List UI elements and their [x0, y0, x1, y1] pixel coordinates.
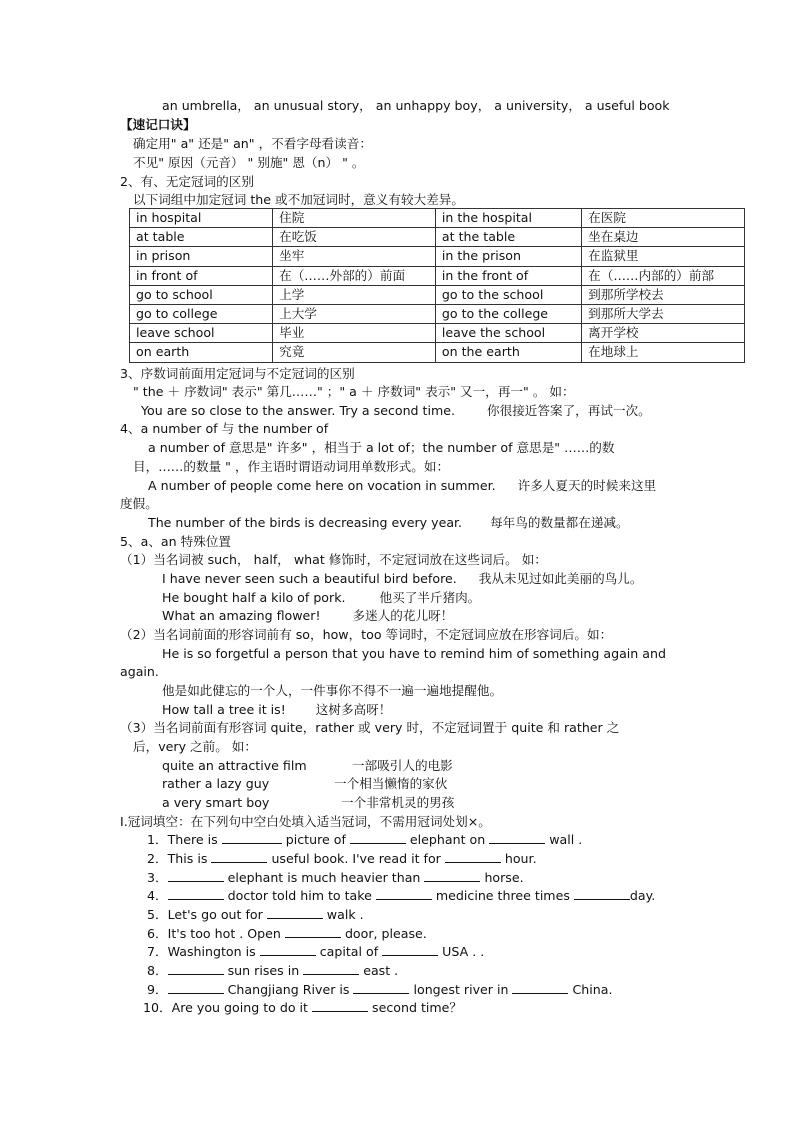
table-row [130, 209, 745, 228]
item-text: walk . [326, 907, 364, 922]
answer-blank[interactable] [574, 887, 630, 900]
exercise-item-6 [147, 925, 427, 944]
example-english: He bought half a kilo of pork. [162, 590, 346, 605]
table-cell: 到那所学校去 [582, 285, 745, 304]
mnemonic-line-2: 不见" 原因（元音） " 别施" 恩（n） " 。 [133, 155, 365, 170]
table-cell: 上大学 [273, 304, 436, 323]
table-cell: 坐牢 [273, 247, 436, 266]
table-row [130, 228, 745, 247]
example-chinese: 许多人夏天的时候来这里 [517, 478, 657, 493]
table-cell: 在地球上 [582, 343, 745, 362]
section-3-heading: 3、序数词前面用定冠词与不定冠词的区别 [120, 366, 355, 381]
item-number: 5． [147, 907, 168, 922]
exercise-item-3 [147, 869, 524, 888]
table-cell: in hospital [130, 209, 273, 228]
intro-examples: an umbrella， an unusual story， an unhappy boy， a university， a useful book [162, 98, 670, 113]
section-4-rule-line-1: a number of 意思是" 许多" ，相当于 a lot of；the number of 意思是" ……的数 [148, 440, 615, 455]
table-cell: 究竟 [273, 343, 436, 362]
example-english: What an amazing flower! [162, 608, 321, 623]
item-number: 10． [143, 1000, 172, 1015]
section-5-point-1-example-1 [162, 570, 642, 589]
item-text: picture of [285, 832, 350, 847]
table-cell: on earth [130, 343, 273, 362]
answer-blank[interactable] [285, 925, 341, 938]
table-cell: 在吃饭 [273, 228, 436, 247]
section-5-point-2-example-2 [162, 701, 391, 720]
table-cell: leave school [130, 324, 273, 343]
answer-blank[interactable] [211, 850, 267, 863]
section-3-example [141, 402, 651, 421]
answer-blank[interactable] [445, 850, 501, 863]
table-cell: 在监狱里 [582, 247, 745, 266]
item-text: elephant on [409, 832, 490, 847]
example-chinese: 一个相当懒惰的家伙 [334, 776, 448, 791]
section-2-heading: 2、有、无定冠词的区别 [120, 174, 254, 189]
item-text: east . [363, 963, 399, 978]
article-comparison-table [129, 208, 745, 363]
example-chinese: 多迷人的花儿呀！ [352, 608, 454, 623]
table-row [130, 266, 745, 285]
example-english: How tall a tree it is! [162, 702, 286, 717]
table-cell: go to the school [435, 285, 581, 304]
item-text: horse. [484, 870, 524, 885]
section-4-rule-line-2: 目，……的数量 " ，作主语时谓语动词用单数形式。如： [133, 459, 450, 474]
example-english: You are so close to the answer. Try a second time. [141, 403, 456, 418]
exercise-item-5 [147, 906, 364, 925]
section-5-point-1-rule: （1）当名词被 such， half， what 修饰时，不定冠词放在这些词后。 如： [120, 552, 547, 567]
section-5-point-2-example-1-chinese: 他是如此健忘的一个人，一件事你不得不一遍一遍地提醒他。 [162, 683, 503, 698]
section-4-example-1-continued: 度假。 [120, 496, 158, 511]
example-english: The number of the birds is decreasing every year. [148, 515, 463, 530]
section-5-point-3-rule-line-1: （3）当名词前面有形容词 quite，rather 或 very 时，不定冠词置于 quite 和 rather 之 [120, 720, 620, 735]
item-number: 8． [147, 963, 168, 978]
section-5-point-2-example-1: He is so forgetful a person that you have to remind him of something again and [162, 646, 666, 661]
answer-blank[interactable] [353, 981, 409, 994]
table-cell: 在医院 [582, 209, 745, 228]
example-chinese: 一个非常机灵的男孩 [341, 795, 455, 810]
table-row [130, 285, 745, 304]
item-text: China. [572, 982, 613, 997]
item-text: There is [167, 832, 222, 847]
mnemonic-heading: 【速记口诀】 [120, 117, 196, 132]
mnemonic-line-1: 确定用" a" 还是" an" ，不看字母看读音： [133, 136, 372, 151]
item-number: 1． [147, 832, 168, 847]
exercise-item-7 [147, 943, 484, 962]
item-text: day. [629, 888, 656, 903]
item-text: USA . . [442, 944, 485, 959]
item-text: medicine three times [435, 888, 574, 903]
section-5-point-2-rule: （2）当名词前面的形容词前有 so，how，too 等词时，不定冠词应放在形容词后。如： [120, 627, 613, 642]
item-text: Let's go out for [167, 907, 267, 922]
table-cell: in the prison [435, 247, 581, 266]
table-cell: in the hospital [435, 209, 581, 228]
section-5-point-3-example-3 [162, 794, 454, 813]
item-number: 2． [147, 851, 168, 866]
table-cell: 离开学校 [582, 324, 745, 343]
table-cell: 住院 [273, 209, 436, 228]
answer-blank[interactable] [168, 962, 224, 975]
example-chinese: 你很接近答案了，再试一次。 [487, 403, 651, 418]
section-4-example-1 [148, 477, 656, 496]
item-number: 9． [147, 982, 168, 997]
item-text: hour. [504, 851, 537, 866]
example-english: rather a lazy guy [162, 776, 270, 791]
section-5-point-3-example-1 [162, 757, 453, 776]
item-text: doctor told him to take [227, 888, 376, 903]
section-5-point-1-example-2 [162, 589, 480, 608]
section-3-rule: " the ＋ 序数词" 表示" 第几……" ；" a ＋ 序数词" 表示" 又一，再一" 。 如： [133, 384, 575, 399]
example-chinese: 这树多高呀！ [315, 702, 392, 717]
table-row [130, 304, 745, 323]
item-text: elephant is much heavier than [227, 870, 425, 885]
section-5-point-2-example-1-continued: again. [120, 664, 159, 679]
item-number: 4． [147, 888, 168, 903]
table-row [130, 247, 745, 266]
section-5-point-3-example-2 [162, 775, 447, 794]
item-number: 7． [147, 944, 168, 959]
item-text: Washington is [167, 944, 260, 959]
example-chinese: 他买了半斤猪肉。 [379, 590, 481, 605]
section-5-point-3-rule-line-2: 后，very 之前。 如： [133, 739, 257, 754]
table-cell: go to college [130, 304, 273, 323]
example-chinese: 一部吸引人的电影 [352, 758, 453, 773]
item-text: capital of [319, 944, 383, 959]
exercise-heading: Ⅰ.冠词填空：在下列句中空白处填入适当冠词，不需用冠词处划×。 [120, 814, 491, 829]
table-cell: at the table [435, 228, 581, 247]
table-cell: 在（……外部的）前面 [273, 266, 436, 285]
answer-blank[interactable] [260, 943, 316, 956]
answer-blank[interactable] [168, 869, 224, 882]
item-text: Are you going to do it [171, 1000, 313, 1015]
table-cell: 上学 [273, 285, 436, 304]
answer-blank[interactable] [312, 999, 368, 1012]
answer-blank[interactable] [168, 981, 224, 994]
item-text: door, please. [344, 926, 427, 941]
answer-blank[interactable] [376, 887, 432, 900]
section-5-point-1-example-3 [162, 607, 453, 626]
answer-blank[interactable] [424, 869, 480, 882]
table-cell: in front of [130, 266, 273, 285]
exercise-item-4 [147, 887, 655, 906]
table-cell: leave the school [435, 324, 581, 343]
table-cell: 坐在桌边 [582, 228, 745, 247]
section-2-intro: 以下词组中加定冠词 the 或不加冠词时，意义有较大差异。 [133, 192, 464, 207]
item-text: Changjiang River is [227, 982, 354, 997]
section-4-heading: 4、a number of 与 the number of [120, 421, 329, 436]
section-4-example-2 [148, 514, 629, 533]
section-5-heading: 5、a、an 特殊位置 [120, 534, 231, 549]
example-chinese: 我从未见过如此美丽的鸟儿。 [478, 571, 643, 586]
answer-blank[interactable] [382, 943, 438, 956]
table-row [130, 343, 745, 362]
answer-blank[interactable] [350, 831, 406, 844]
exercise-item-9 [147, 981, 612, 1000]
exercise-item-8 [147, 962, 398, 981]
exercise-item-2 [147, 850, 537, 869]
table-cell: 到那所大学去 [582, 304, 745, 323]
item-text: wall . [549, 832, 583, 847]
table-cell: go to the college [435, 304, 581, 323]
example-chinese: 每年鸟的数量都在递减。 [490, 515, 629, 530]
example-english: I have never seen such a beautiful bird before. [162, 571, 457, 586]
item-number: 6． [147, 926, 168, 941]
table-cell: in prison [130, 247, 273, 266]
table-cell: go to school [130, 285, 273, 304]
item-text: longest river in [413, 982, 513, 997]
item-number: 3． [147, 870, 168, 885]
table-cell: 毕业 [273, 324, 436, 343]
exercise-item-1 [147, 831, 582, 850]
example-english: a very smart boy [162, 795, 270, 810]
item-text: sun rises in [227, 963, 304, 978]
answer-blank[interactable] [168, 887, 224, 900]
table-cell: 在（……内部的）前部 [582, 266, 745, 285]
table-cell: in the front of [435, 266, 581, 285]
item-text: This is [167, 851, 212, 866]
example-english: A number of people come here on vocation in summer. [148, 478, 496, 493]
table-cell: on the earth [435, 343, 581, 362]
item-text: useful book. I've read it for [271, 851, 445, 866]
exercise-item-10 [143, 999, 462, 1018]
table-cell: at table [130, 228, 273, 247]
answer-blank[interactable] [303, 962, 359, 975]
answer-blank[interactable] [267, 906, 323, 919]
table-row [130, 324, 745, 343]
example-english: quite an attractive film [162, 758, 307, 773]
answer-blank[interactable] [512, 981, 568, 994]
answer-blank[interactable] [489, 831, 545, 844]
item-text: second time？ [372, 1000, 462, 1015]
answer-blank[interactable] [222, 831, 282, 844]
item-text: It's too hot . Open [167, 926, 285, 941]
